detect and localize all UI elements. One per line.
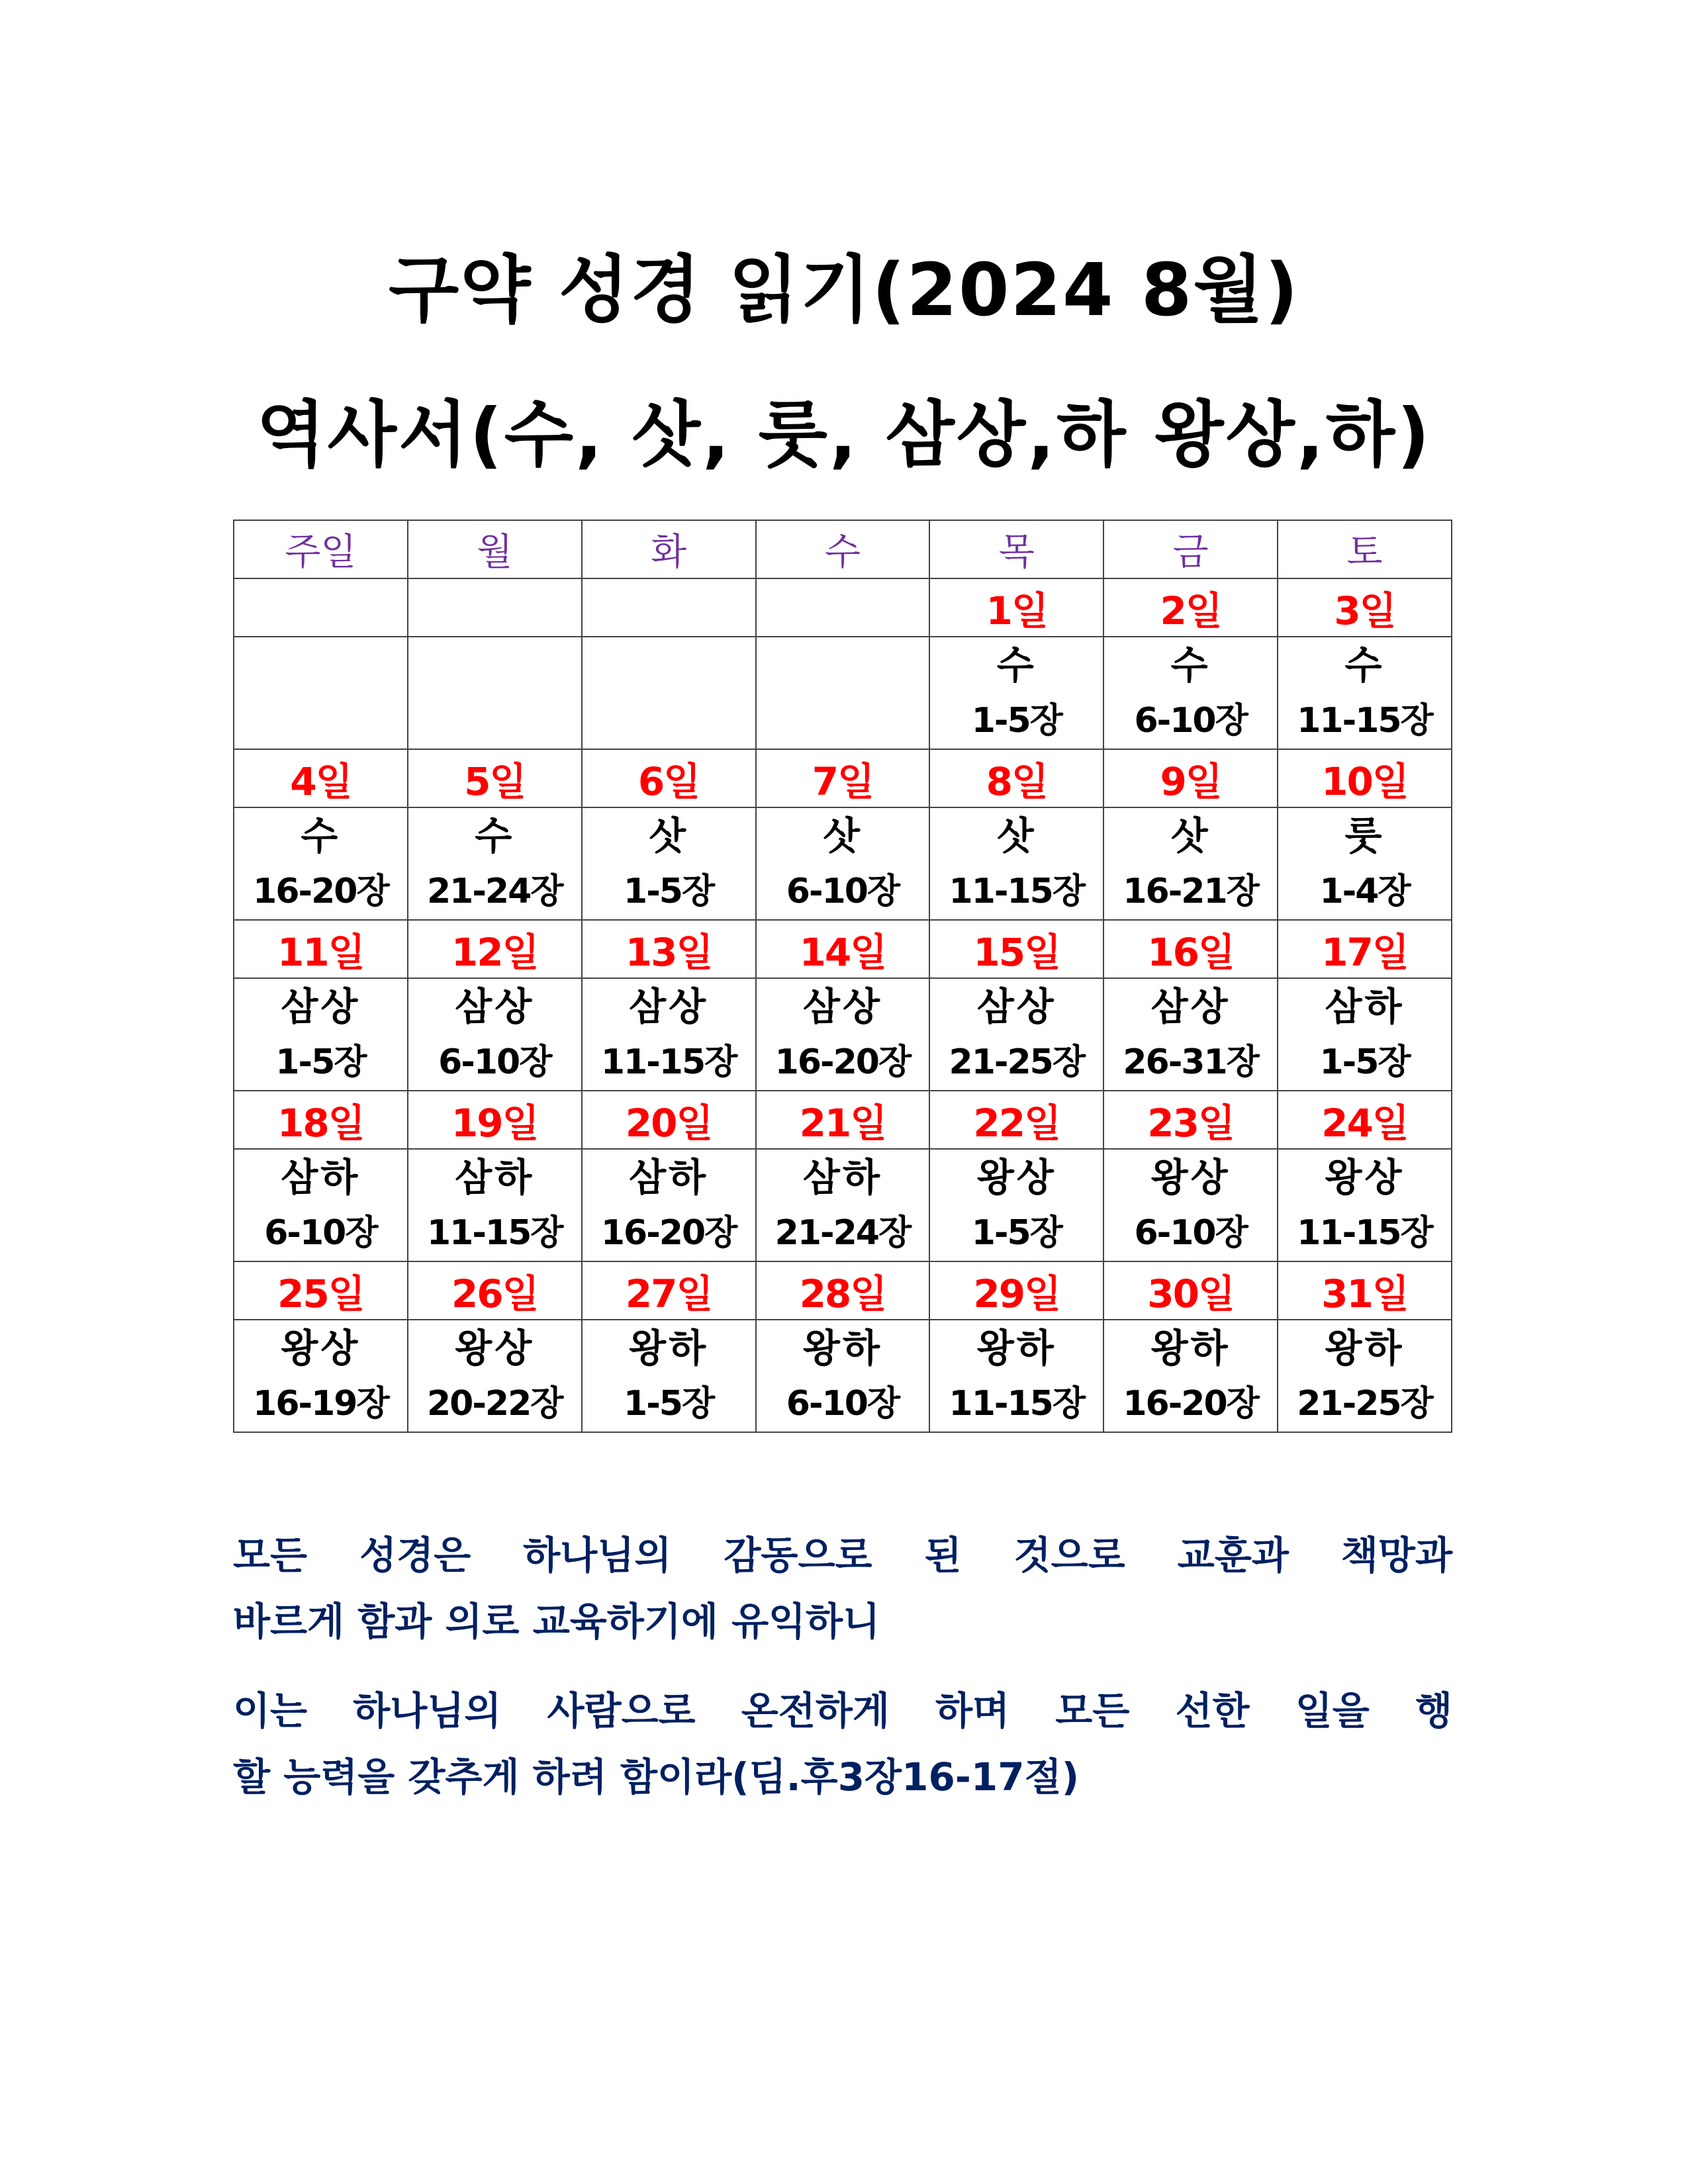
reading-cell <box>1278 1149 1452 1261</box>
reading-calendar-table <box>233 520 1452 1433</box>
date-cell: 1일 <box>929 578 1103 637</box>
scripture-paragraph-2 <box>233 1678 1452 1810</box>
chapter-range: 16-20장 <box>600 1213 737 1253</box>
chapter-range: 20-22장 <box>426 1384 563 1424</box>
weekday-header-saturday: 토 <box>1278 520 1452 578</box>
book-name: 수 <box>1170 643 1211 688</box>
chapter-range: 16-21장 <box>1123 872 1258 911</box>
date-cell: 14일 <box>756 920 930 978</box>
date-cell: 25일 <box>234 1261 408 1320</box>
reading-cell <box>1278 807 1452 920</box>
reading-cell <box>756 637 930 749</box>
date-cell: 17일 <box>1278 920 1452 978</box>
reading-cell <box>756 807 930 920</box>
reading-cell <box>582 1320 756 1432</box>
reading-row <box>234 637 1452 749</box>
book-name: 삼하 <box>455 1155 535 1200</box>
book-name: 수 <box>996 643 1037 688</box>
date-cell: 20일 <box>582 1091 756 1149</box>
reading-cell <box>234 807 408 920</box>
reading-cell <box>1278 637 1452 749</box>
date-cell: 29일 <box>929 1261 1103 1320</box>
chapter-range: 16-20장 <box>774 1042 911 1082</box>
reading-cell <box>929 807 1103 920</box>
book-name: 삼상 <box>1150 984 1231 1029</box>
reading-cell <box>234 1149 408 1261</box>
date-cell: 18일 <box>234 1091 408 1149</box>
reading-cell <box>756 978 930 1091</box>
date-cell: 26일 <box>408 1261 582 1320</box>
book-name: 왕하 <box>976 1326 1056 1371</box>
book-name: 삼하 <box>281 1155 361 1200</box>
book-name: 왕상 <box>455 1326 535 1371</box>
scripture-line: 할 능력을 갖추게 하려 함이라(딤.후3장16-17절) <box>233 1754 1080 1799</box>
weekday-header-thursday: 목 <box>929 520 1103 578</box>
chapter-range: 1-5장 <box>1319 1042 1410 1082</box>
book-name: 왕상 <box>281 1326 361 1371</box>
book-name: 삼상 <box>976 984 1056 1029</box>
date-cell: 10일 <box>1278 749 1452 807</box>
date-cell: 11일 <box>234 920 408 978</box>
book-name: 삼상 <box>629 984 709 1029</box>
book-name: 룻 <box>1344 813 1385 858</box>
scripture-line: 이는 하나님의 사람으로 온전하게 하며 모든 선한 일을 행 <box>233 1688 1452 1733</box>
date-cell: 22일 <box>929 1091 1103 1149</box>
date-row <box>234 578 1452 637</box>
book-name: 왕하 <box>1150 1326 1231 1371</box>
book-name: 삿 <box>822 813 863 858</box>
scripture-paragraph-1 <box>233 1522 1452 1655</box>
weekday-header-friday: 금 <box>1103 520 1278 578</box>
chapter-range: 6-10장 <box>1134 1213 1247 1253</box>
chapter-range: 21-24장 <box>774 1213 911 1253</box>
date-cell: 13일 <box>582 920 756 978</box>
reading-row <box>234 807 1452 920</box>
reading-cell <box>408 807 582 920</box>
chapter-range: 1-4장 <box>1319 872 1410 911</box>
date-row <box>234 1261 1452 1320</box>
reading-cell <box>582 637 756 749</box>
reading-cell <box>408 978 582 1091</box>
scripture-line: 모든 성경은 하나님의 감동으로 된 것으로 교훈과 책망과 <box>233 1533 1452 1578</box>
date-cell: 5일 <box>408 749 582 807</box>
book-name: 삼하 <box>629 1155 709 1200</box>
book-name: 삿 <box>996 813 1037 858</box>
reading-cell <box>1103 978 1278 1091</box>
date-cell: 3일 <box>1278 578 1452 637</box>
weekday-header-monday: 월 <box>408 520 582 578</box>
reading-cell <box>234 978 408 1091</box>
book-name: 왕하 <box>629 1326 709 1371</box>
chapter-range: 21-25장 <box>1297 1384 1432 1424</box>
weekday-header-row <box>234 520 1452 578</box>
reading-cell <box>582 978 756 1091</box>
chapter-range: 11-15장 <box>1297 701 1432 741</box>
reading-cell <box>929 1320 1103 1432</box>
weekday-header-wednesday: 수 <box>756 520 930 578</box>
reading-cell <box>234 637 408 749</box>
chapter-range: 11-15장 <box>1297 1213 1432 1253</box>
reading-cell <box>929 1149 1103 1261</box>
date-cell: 19일 <box>408 1091 582 1149</box>
chapter-range: 21-25장 <box>949 1042 1085 1082</box>
weekday-header-sunday: 주일 <box>234 520 408 578</box>
chapter-range: 1-5장 <box>971 701 1062 741</box>
chapter-range: 1-5장 <box>971 1213 1062 1253</box>
chapter-range: 1-5장 <box>275 1042 366 1082</box>
date-cell: 7일 <box>756 749 930 807</box>
date-cell: 15일 <box>929 920 1103 978</box>
reading-row <box>234 1320 1452 1432</box>
scripture-line: 바르게 함과 의로 교육하기에 유익하니 <box>233 1599 880 1644</box>
date-cell: 21일 <box>756 1091 930 1149</box>
page-subtitle: 역사서(수, 삿, 룻, 삼상,하 왕상,하) <box>256 394 1432 477</box>
date-cell <box>582 578 756 637</box>
book-name: 왕상 <box>1325 1155 1405 1200</box>
book-name: 수 <box>301 813 341 858</box>
date-cell <box>408 578 582 637</box>
date-cell: 31일 <box>1278 1261 1452 1320</box>
date-cell: 2일 <box>1103 578 1278 637</box>
chapter-range: 6-10장 <box>786 872 900 911</box>
chapter-range: 16-20장 <box>1123 1384 1258 1424</box>
chapter-range: 1-5장 <box>624 1384 714 1424</box>
reading-cell <box>756 1149 930 1261</box>
chapter-range: 11-15장 <box>949 872 1085 911</box>
reading-cell <box>929 637 1103 749</box>
book-name: 삼상 <box>802 984 882 1029</box>
date-cell <box>234 578 408 637</box>
date-cell: 16일 <box>1103 920 1278 978</box>
chapter-range: 11-15장 <box>426 1213 563 1253</box>
chapter-range: 16-20장 <box>253 872 389 911</box>
book-name: 삿 <box>1170 813 1211 858</box>
book-name: 왕상 <box>976 1155 1056 1200</box>
chapter-range: 6-10장 <box>1134 701 1247 741</box>
reading-cell <box>929 978 1103 1091</box>
page-title: 구약 성경 읽기(2024 8월) <box>389 248 1299 332</box>
reading-cell <box>408 1320 582 1432</box>
chapter-range: 11-15장 <box>600 1042 737 1082</box>
book-name: 왕하 <box>802 1326 882 1371</box>
reading-cell <box>756 1320 930 1432</box>
date-cell: 23일 <box>1103 1091 1278 1149</box>
chapter-range: 6-10장 <box>264 1213 377 1253</box>
date-row <box>234 1091 1452 1149</box>
book-name: 삿 <box>649 813 689 858</box>
book-name: 삼상 <box>455 984 535 1029</box>
chapter-range: 6-10장 <box>786 1384 900 1424</box>
reading-row <box>234 978 1452 1091</box>
chapter-range: 11-15장 <box>949 1384 1085 1424</box>
date-cell: 4일 <box>234 749 408 807</box>
date-cell: 9일 <box>1103 749 1278 807</box>
calendar-body <box>234 578 1452 1432</box>
reading-cell <box>582 1149 756 1261</box>
date-cell: 6일 <box>582 749 756 807</box>
reading-cell <box>408 637 582 749</box>
date-cell: 12일 <box>408 920 582 978</box>
reading-cell <box>582 807 756 920</box>
chapter-range: 6-10장 <box>438 1042 551 1082</box>
date-cell: 27일 <box>582 1261 756 1320</box>
reading-cell <box>1278 978 1452 1091</box>
book-name: 왕상 <box>1150 1155 1231 1200</box>
date-cell: 30일 <box>1103 1261 1278 1320</box>
reading-cell <box>1103 1320 1278 1432</box>
book-name: 수 <box>475 813 515 858</box>
reading-cell <box>234 1320 408 1432</box>
date-row <box>234 749 1452 807</box>
reading-cell <box>408 1149 582 1261</box>
date-cell: 8일 <box>929 749 1103 807</box>
chapter-range: 16-19장 <box>253 1384 389 1424</box>
book-name: 수 <box>1344 643 1385 688</box>
reading-row <box>234 1149 1452 1261</box>
weekday-header-tuesday: 화 <box>582 520 756 578</box>
reading-cell <box>1103 1149 1278 1261</box>
book-name: 삼하 <box>802 1155 882 1200</box>
book-name: 삼상 <box>281 984 361 1029</box>
date-row <box>234 920 1452 978</box>
reading-cell <box>1278 1320 1452 1432</box>
book-name: 왕하 <box>1325 1326 1405 1371</box>
chapter-range: 26-31장 <box>1123 1042 1258 1082</box>
reading-cell <box>1103 807 1278 920</box>
date-cell: 28일 <box>756 1261 930 1320</box>
date-cell <box>756 578 930 637</box>
reading-cell <box>1103 637 1278 749</box>
date-cell: 24일 <box>1278 1091 1452 1149</box>
book-name: 삼하 <box>1325 984 1405 1029</box>
chapter-range: 1-5장 <box>624 872 714 911</box>
chapter-range: 21-24장 <box>426 872 563 911</box>
